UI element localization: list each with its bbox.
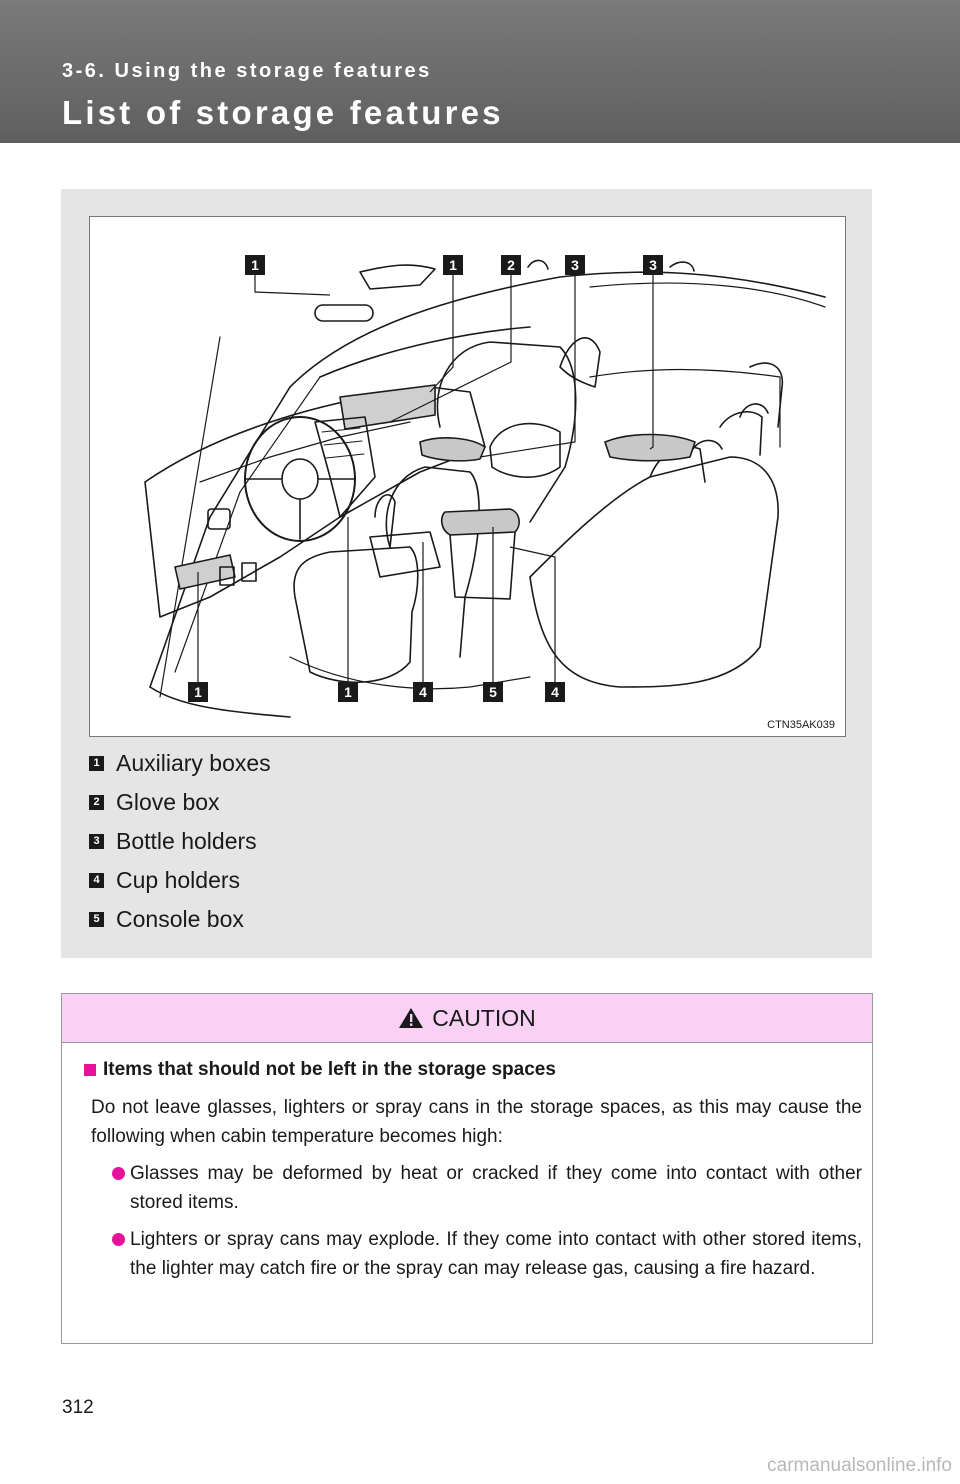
legend-item: [89, 861, 271, 900]
image-code: CTN35AK039: [767, 719, 835, 731]
front-left-seat: [294, 547, 418, 682]
callout-text-top-5: 3: [649, 257, 657, 273]
caution-intro: Do not leave glasses, lighters or spray cans in the storage spaces, as this may cause the following when cabin temperature becomes high:: [91, 1097, 862, 1147]
callout-text-top-2: 1: [449, 257, 457, 273]
section-label: 3-6. Using the storage features: [62, 60, 432, 82]
callout-text-bottom-4: 5: [489, 684, 497, 700]
page-number: 312: [62, 1397, 94, 1418]
caution-body: [62, 1043, 872, 1283]
console-box-shape: [442, 509, 519, 535]
watermark: carmanualsonline.info: [767, 1455, 952, 1476]
callouts-bottom: [188, 682, 565, 702]
callout-text-top-4: 3: [571, 257, 579, 273]
legend-label: Cup holders: [116, 867, 241, 893]
round-bullet-icon: [112, 1233, 125, 1246]
legend-item: [89, 783, 271, 822]
legend-label: Console box: [116, 906, 244, 932]
number-badge: 4: [89, 873, 104, 888]
caution-title: CAUTION: [432, 1004, 536, 1031]
car-interior-drawing: [90, 217, 845, 736]
callout-text-bottom-1: 1: [194, 684, 202, 700]
square-bullet-icon: [84, 1064, 96, 1076]
caution-heading: [84, 1059, 862, 1081]
caution-bullet: [112, 1159, 862, 1217]
callouts-top: [245, 255, 663, 275]
callout-text-bottom-2: 1: [344, 684, 352, 700]
rear-seat: [530, 457, 778, 687]
legend-label: Bottle holders: [116, 828, 257, 854]
caution-bullet-text: Lighters or spray cans may explode. If they come into contact with other stored items, the lighter may catch fire or the spray can may release gas, causing a fire hazard.: [130, 1229, 862, 1279]
legend-item: [89, 822, 271, 861]
caution-box: [61, 993, 873, 1344]
page-header: [0, 0, 960, 143]
legend-label: Glove box: [116, 789, 220, 815]
figure-panel: [61, 189, 872, 958]
legend-item: [89, 744, 271, 783]
caution-header: [62, 994, 872, 1043]
callout-text-bottom-5: 4: [551, 684, 559, 700]
car-interior-illustration: [89, 216, 846, 737]
mirror-shape: [315, 305, 373, 321]
caution-bullet: [112, 1225, 862, 1283]
round-bullet-icon: [112, 1167, 125, 1180]
legend-item: [89, 900, 271, 939]
callout-text-bottom-3: 4: [419, 684, 427, 700]
number-badge: 1: [89, 756, 104, 771]
page-title: List of storage features: [62, 94, 504, 131]
caution-bullet-text: Glasses may be deformed by heat or cracked if they come into contact with other stored items.: [130, 1163, 862, 1213]
legend-label: Auxiliary boxes: [116, 750, 271, 776]
legend: [89, 744, 271, 939]
callout-text-top-1: 1: [251, 257, 259, 273]
caution-heading-text: Items that should not be left in the storage spaces: [103, 1059, 556, 1080]
warning-triangle-icon: [398, 1006, 424, 1030]
number-badge: 2: [89, 795, 104, 810]
callout-text-top-3: 2: [507, 257, 515, 273]
number-badge: 5: [89, 912, 104, 927]
number-badge: 3: [89, 834, 104, 849]
